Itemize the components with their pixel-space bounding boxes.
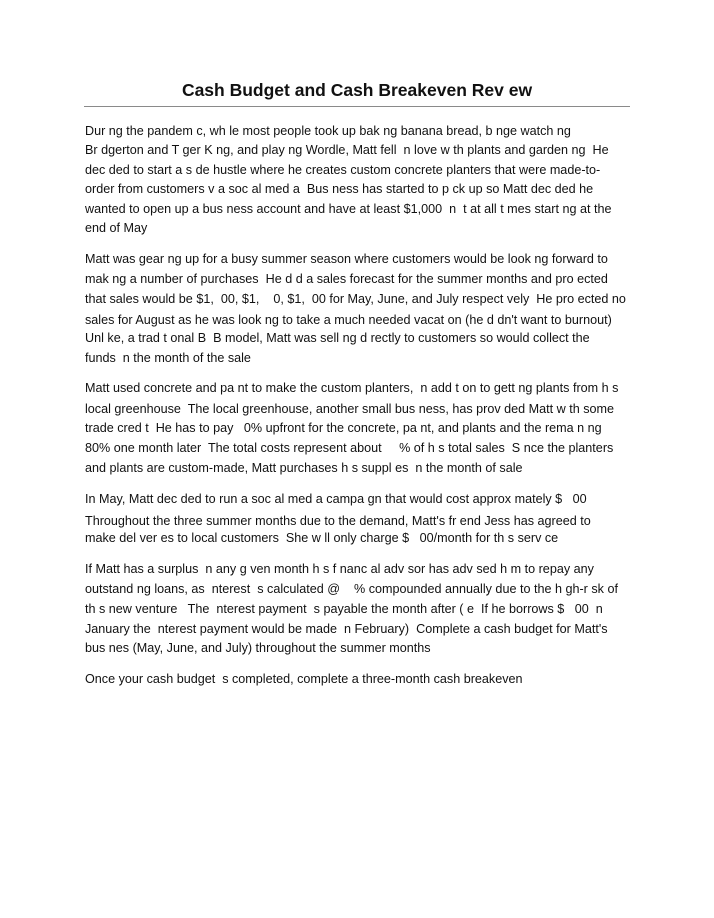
text-line: order from customers v a soc al med a Bus ness has started to p ck up so Matt dec ded he [85, 182, 594, 196]
text-line: 80% one month later The total costs represent about % of h s total sales S nce the planters [85, 441, 614, 455]
text-line: Matt used concrete and pa nt to make the custom planters, n add t on to gett ng plants from h s [85, 381, 619, 395]
text-line: wanted to open up a bus ness account and have at least $1,000 n t at all t mes start ng at the [85, 202, 612, 216]
text-line: funds n the month of the sale [85, 351, 251, 365]
text-line: bus nes (May, June, and July) throughout the summer months [85, 641, 431, 655]
title-divider [84, 106, 630, 107]
text-line: th s new venture The nterest payment s payable the month after ( e If he borrows $ 00 n [85, 602, 603, 616]
text-line: Throughout the three summer months due to the demand, Matt's fr end Jess has agreed to [85, 514, 591, 528]
text-line: Once your cash budget s completed, complete a three-month cash breakeven [85, 672, 523, 686]
document-title: Cash Budget and Cash Breakeven Rev ew [181, 80, 533, 100]
text-line: end of May [85, 221, 148, 235]
text-line: outstand ng loans, as nterest s calculated @ % compounded annually due to the h gh-r sk of [85, 582, 618, 596]
text-line: dec ded to start a s de hustle where he creates custom concrete planters that were made-to- [85, 163, 601, 177]
text-line: make del ver es to local customers She w ll only charge $ 00/month for th s serv ce [85, 531, 559, 545]
text-line: local greenhouse The local greenhouse, another small bus ness, has prov ded Matt w th some [85, 402, 615, 416]
text-line: mak ng a number of purchases He d d a sales forecast for the summer months and pro ected [85, 272, 608, 286]
text-line: If Matt has a surplus n any g ven month h s f nanc al adv sor has adv sed h m to repay any [85, 562, 594, 576]
text-line: trade cred t He has to pay 0% upfront for the concrete, pa nt, and plants and the rema n ng [85, 421, 602, 435]
text-line: that sales would be $1, 00, $1, 0, $1, 00 for May, June, and July respect vely He pro ected no [85, 292, 626, 306]
text-line: sales for August as he was look ng to take a much needed vacat on (he d dn't want to burnout) [85, 313, 612, 327]
text-line: Unl ke, a trad t onal B B model, Matt was sell ng d rectly to customers so would collect the [85, 331, 590, 345]
text-line: In May, Matt dec ded to run a soc al med a campa gn that would cost approx mately $ 00 [85, 492, 587, 506]
text-line: January the nterest payment would be made n February) Complete a cash budget for Matt's [85, 622, 608, 636]
text-line: and plants are custom-made, Matt purchases h s suppl es n the month of sale [85, 461, 523, 475]
text-line: Br dgerton and T ger K ng, and play ng Wordle, Matt fell n love w th plants and garden ng He [85, 143, 609, 157]
text-line: Matt was gear ng up for a busy summer season where customers would be look ng forward to [85, 252, 608, 266]
text-line: Dur ng the pandem c, wh le most people took up bak ng banana bread, b nge watch ng [85, 124, 571, 138]
